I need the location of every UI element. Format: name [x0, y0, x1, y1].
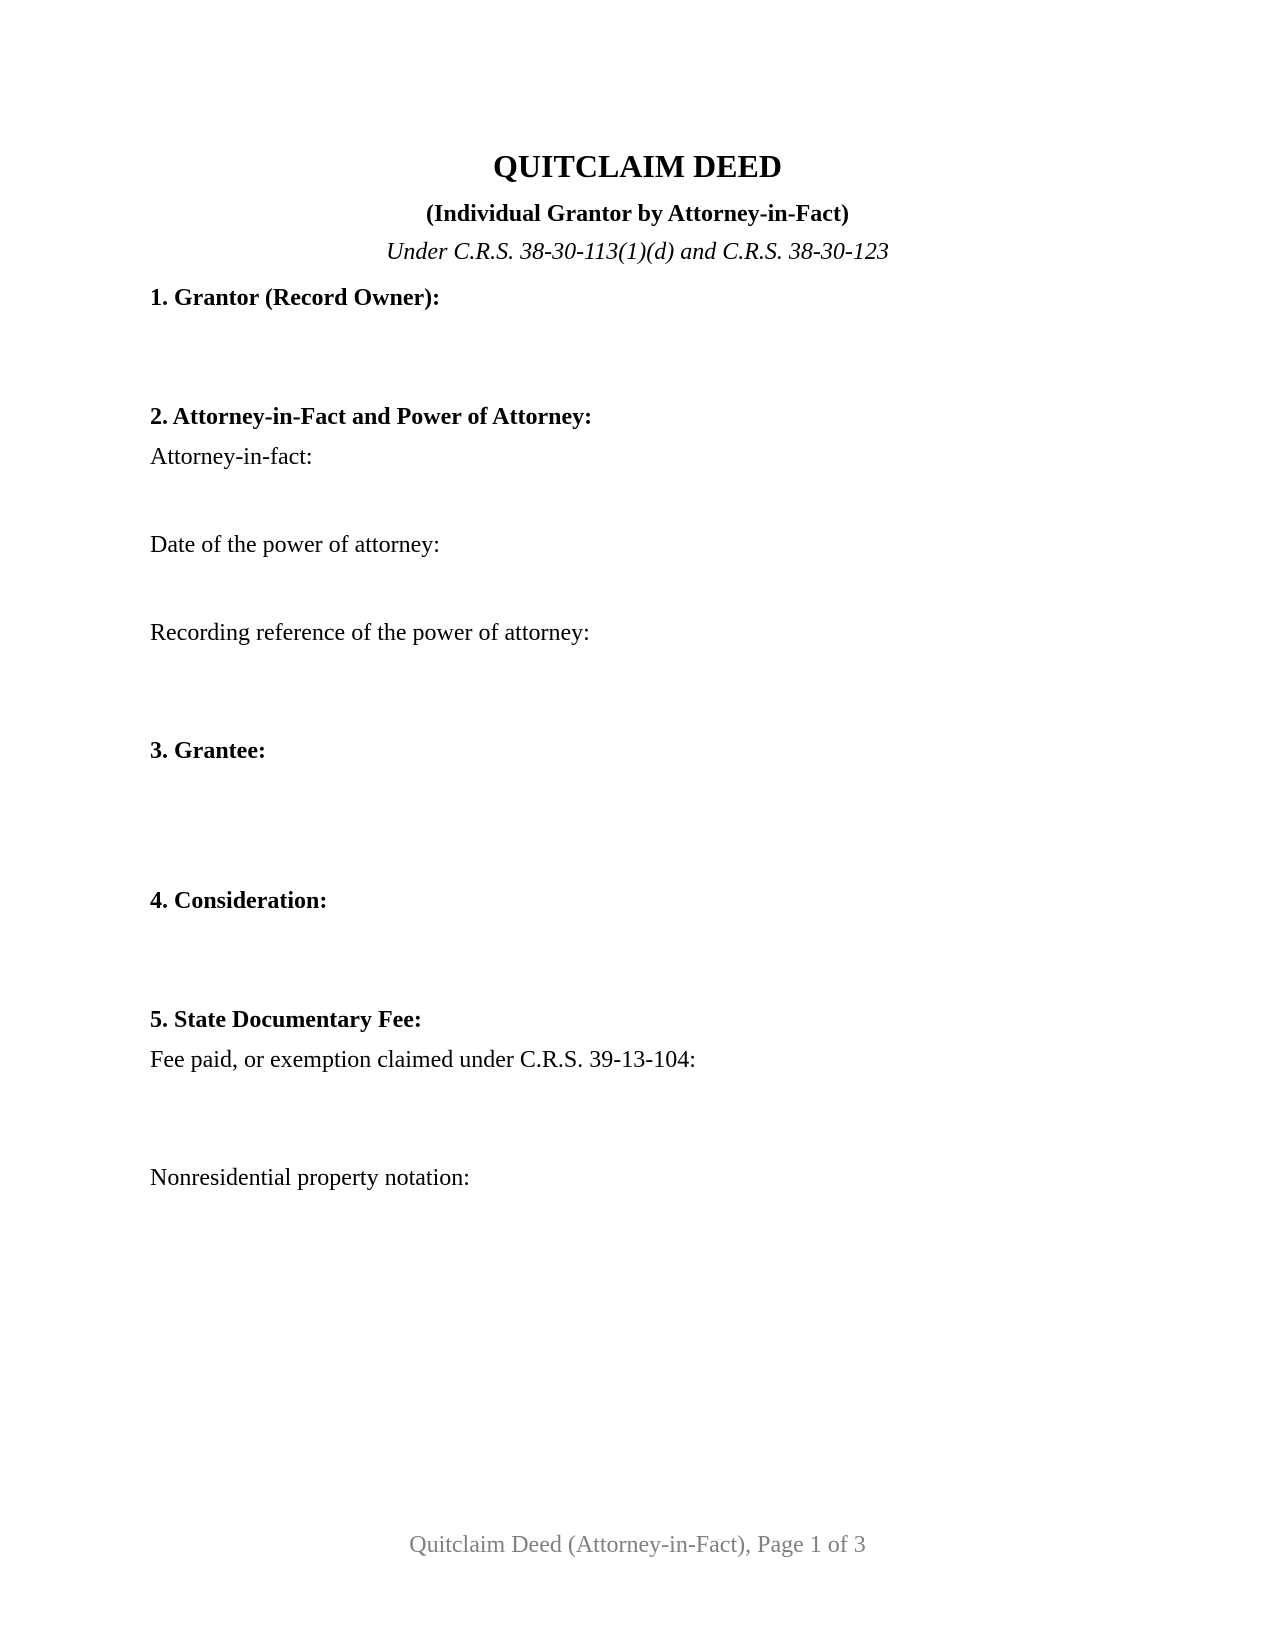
page-footer: Quitclaim Deed (Attorney-in-Fact), Page 1 of 3 — [409, 1532, 866, 1558]
section-attorney-heading: 2. Attorney-in-Fact and Power of Attorney: — [150, 404, 593, 430]
section-grantee-heading: 3. Grantee: — [150, 738, 266, 764]
section-fee-heading: 5. State Documentary Fee: — [150, 1007, 422, 1033]
section-grantor-heading: 1. Grantor (Record Owner): — [150, 285, 441, 311]
fee-paid-label: Fee paid, or exemption claimed under C.R.S. 39-13-104: — [150, 1047, 696, 1073]
document-title: QUITCLAIM DEED — [493, 148, 782, 184]
attorney-in-fact-label: Attorney-in-fact: — [150, 444, 313, 470]
section-consideration-heading: 4. Consideration: — [150, 888, 328, 914]
statute-reference: Under C.R.S. 38-30-113(1)(d) and C.R.S. 38-30-123 — [386, 239, 889, 265]
poa-date-label: Date of the power of attorney: — [150, 532, 440, 558]
document-subtitle: (Individual Grantor by Attorney-in-Fact) — [426, 201, 849, 227]
poa-recording-label: Recording reference of the power of attorney: — [150, 620, 590, 646]
nonresidential-notation-label: Nonresidential property notation: — [150, 1165, 470, 1191]
